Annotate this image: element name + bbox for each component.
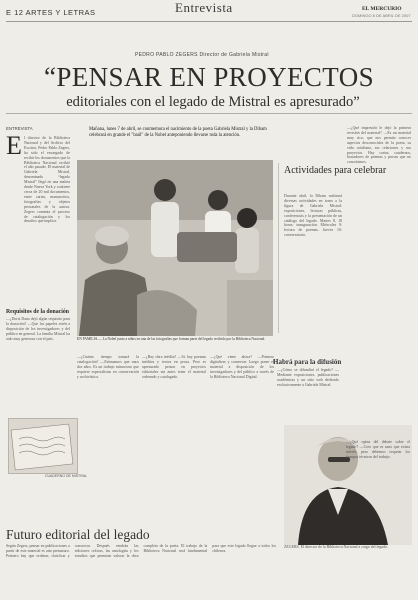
column-5-lower: —¿Cómo se difundirá el legado? —Mediante exposiciones, publicaciones académicas y un sitio web dedicado exclusivamente a Gabriela Mistral. <box>277 368 339 387</box>
page-section-label: E 12 ARTES Y LETRAS <box>6 8 96 17</box>
column-right-text: —¿Qué impresión le dejó la primera revisión del material? —Es un material muy rico, que nos permite conocer aspectos desconocidos de la poeta, su vida cotidiana, sus relaciones y sus proyectos. Hay cartas, cuadernos, borradores de poemas y prosas que no conocíamos. <box>347 126 411 165</box>
portrait-caption: ZEGERS. El director de la Biblioteca Nacional a cargo del legado. <box>284 545 388 549</box>
column-4-lower: —¿Qué viene ahora? —Primero digitalizar y conservar. Luego poner el material a disposición de los investigadores y del público a través de la Biblioteca Nacional Digital. <box>210 355 274 379</box>
main-photo <box>77 160 273 336</box>
sidebar-title: Actividades para celebrar <box>284 165 387 176</box>
photo-illustration <box>77 160 273 336</box>
column-3-lower: —¿Hay obra inédita? —Sí, hay poemas inéditos y textos en prosa. Pero es apresurado pensar en proyectos editoriales sin antes tener el material ordenado y catalogado. <box>142 355 206 379</box>
column-6-lower: —¿Qué opina del debate sobre el legado? —Creo que es sano que exista interés, pero debemos respetar los tiempos técnicos del trabajo. <box>346 440 410 459</box>
column-1-lower <box>6 306 70 418</box>
photo-caption: EN FAMILIA.— La Nobel junto a niños en una de las fotografías que forman parte del legado recibido por la Biblioteca Nacional. <box>77 337 266 341</box>
newspaper-masthead: EL MERCURIO <box>362 6 402 12</box>
section-heading-donation: Requisitos de la donación <box>6 309 69 315</box>
drop-cap: E <box>6 131 22 160</box>
section-heading-future: Futuro editorial del legado <box>6 527 150 542</box>
column-1-lower-text: —¿Doris Dana dejó algún requisito para la donación? —Que los papeles estén a disposición de los investigadores y del público en general. La familia Mistral ha sido muy generosa con el país. <box>6 316 70 341</box>
article-byline: PEDRO PABLO ZEGERS Director de Gabriela Mistral <box>135 52 269 58</box>
article-headline: “PENSAR EN PROYECTOS <box>43 62 375 92</box>
article-lead: Mañana, lunes 7 de abril, se conmemora el nacimiento de la poeta Gabriela Mistral y la Dibam celebrará en grande el "baúl" de la Nobel anteponiendo llevarse toda la atención. <box>89 127 267 138</box>
section-kicker: Entrevista <box>175 0 233 15</box>
column-2-lower: —¿Cuánto tiempo tomará la catalogación? —Estimamos que unos dos años. Es un trabajo minucioso que requiere especialistas en conservación y archivística. <box>77 355 139 379</box>
article-subhead: editoriales con el legado de Mistral es apresurado” <box>66 94 360 110</box>
section-heading-diffusion: Habrá para la difusión <box>273 358 342 366</box>
sidebar-text: Durante abril, la Dibam realizará diversas actividades en torno a la figura de Gabriela Mistral: exposiciones, lecturas públicas, conferencias y la presentación de un catálogo del legado. Martes 8, 18 horas: inauguración. Miércoles 9: lectura de poemas. Jueves 10: conversatorio. <box>284 194 342 238</box>
notebook-caption: CUADERNO DE MISTRAL <box>45 474 88 478</box>
header-divider <box>6 21 412 22</box>
subhead-divider <box>6 113 412 114</box>
column-1-text: l director de la Biblioteca Nacional y del Archivo del Escritor, Pedro Pablo Zegers, ha sido el encargado de recibir los documentos que la Biblioteca Nacional recibió el año pasado. El material de Gabriela Mistral, denominado “legado Mistral” llegó en una maleta desde Nueva York y contiene cerca de 20 mil documentos, entre cartas, manuscritos, fotografías y objetos personales de la autora. Zegers comenta el proceso de catalogación y los desafíos que implica. <box>24 136 70 224</box>
article-author: ENTREVISTA <box>6 126 33 131</box>
masthead-date: DOMINGO 8 DE ABRIL DE 2007 <box>352 13 411 18</box>
bottom-article-text: Según Zegers, pensar en publicaciones a partir de este material es aún prematuro. Primero hay que ordenar, clasificar y conservar. Después vendrán las ediciones críticas, las antologías y los estudios que permitan valorar la obra completa de la poeta. El trabajo de la Biblioteca Nacional será fundamental para que este legado llegue a todos los chilenos. <box>6 544 276 558</box>
notebook-image <box>8 418 78 474</box>
notebook-illustration <box>9 419 77 473</box>
